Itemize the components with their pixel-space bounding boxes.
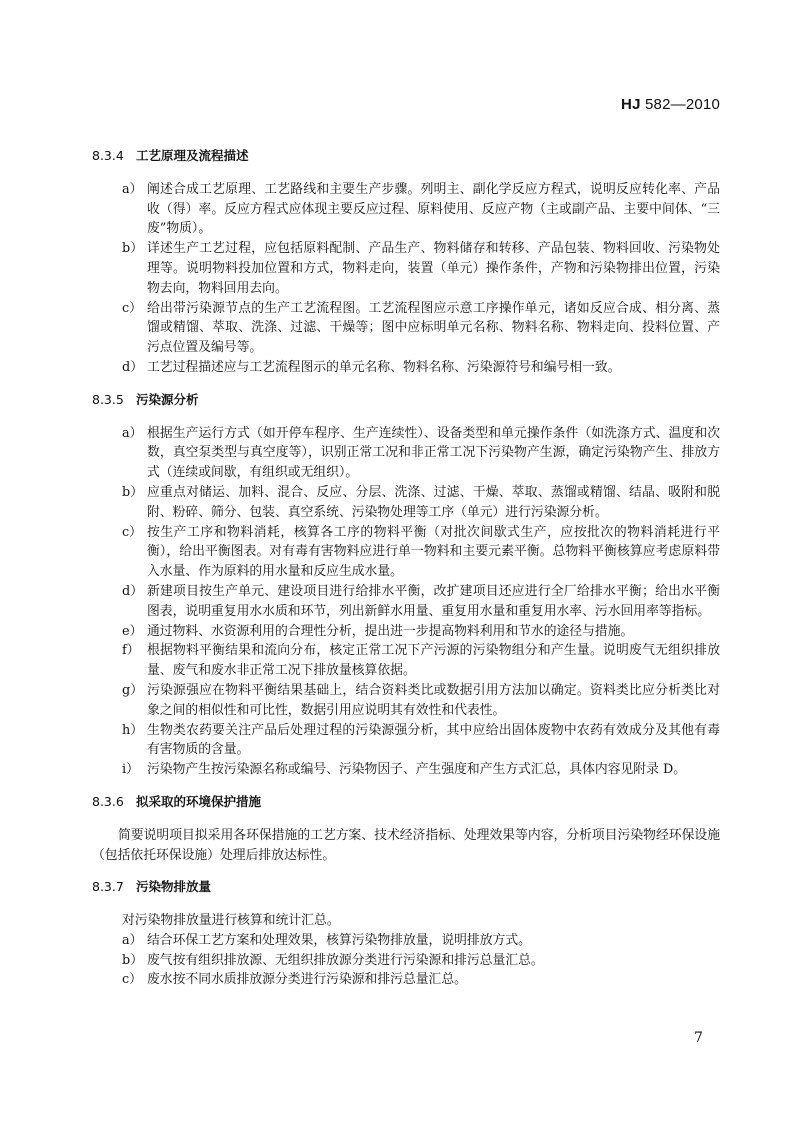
section-heading [92, 792, 720, 812]
list-item [92, 358, 720, 378]
list-item-text: 通过物料、水资源利用的合理性分析，提出进一步提高物料利用和节水的途径与措施。 [147, 623, 634, 639]
section-intro: 对污染物排放量进行核算和统计汇总。 [122, 913, 340, 929]
list-item-label: b） [122, 952, 143, 968]
list-item-label: a） [122, 425, 143, 441]
section-heading [92, 877, 720, 897]
section-title: 污染物排放量 [135, 879, 211, 895]
list-item-label: i） [122, 762, 139, 778]
list-item-text: 废水按不同水质排放源分类进行污染源和排污总量汇总。 [147, 972, 467, 988]
list-item-text: 详述生产工艺过程，应包括原料配制、产品生产、物料储存和转移、产品包装、物料回收、污染物处理等。说明物料投加位置和方式，物料走向，装置（单元）操作条件，产物和污染物排出位置，污染物去向，物料回用去向。 [147, 241, 720, 296]
list-item [92, 681, 720, 721]
list-item [92, 523, 720, 582]
section-list [92, 180, 720, 378]
list-item-label: f） [122, 643, 140, 659]
list-item-label: c） [122, 524, 142, 540]
page-number: 7 [694, 1030, 703, 1046]
list-item-text: 废气按有组织排放源、无组织排放源分类进行污染源和排污总量汇总。 [147, 952, 544, 968]
list-item-text: 根据生产运行方式（如开停车程序、生产连续性）、设备类型和单元操作条件（如洗涤方式、温度和次数，真空泵类型与真空度等），识别正常工况和非正常工况下污染物产生源，确定污染物产生、排放方式（连续或间歇，有组织或无组织）。 [147, 425, 720, 481]
section-list [92, 931, 720, 990]
list-item-text: 结合环保工艺方案和处理效果，核算污染物排放量，说明排放方式。 [147, 932, 531, 948]
section-paragraph: 简要说明项目拟采用各环保措施的工艺方案、技术经济指标、处理效果等内容，分析项目污染物经环保设施（包括依托环保设施）处理后排放达标性。 [92, 827, 720, 863]
list-item [92, 622, 720, 642]
list-item-label: b） [122, 241, 143, 257]
section-title: 拟采取的环境保护措施 [135, 793, 261, 809]
section-number: 8.3.6 [92, 793, 124, 809]
list-item-text: 根据物料平衡结果和流向分布，核定正常工况下产污源的污染物组分和产生量。说明废气无组织排放量、废气和废水非正常工况下排放量核算依据。 [147, 643, 720, 679]
list-item [92, 760, 720, 780]
section-title: 污染源分析 [135, 391, 199, 407]
list-item-label: b） [122, 484, 143, 500]
list-item [92, 239, 720, 298]
list-item [92, 483, 720, 523]
list-item-text: 污染源强应在物料平衡结果基础上，结合资料类比或数据引用方法加以确定。资料类比应分析类比对象之间的相似性和可比性，数据引用应说明其有效性和代表性。 [147, 682, 720, 718]
list-item [92, 424, 720, 483]
standard-number-header [621, 96, 720, 113]
list-item [92, 299, 720, 358]
document-body [92, 146, 720, 1002]
list-item-text: 新建项目按生产单元、建设项目进行给排水平衡，改扩建项目还应进行全厂给排水平衡；给出水平衡图表，说明重复用水水质和环节，列出新鲜水用量、重复用水量和重复用水率、污水回用率等指标。 [147, 583, 720, 619]
section-title: 工艺原理及流程描述 [135, 148, 249, 163]
list-item-label: d） [122, 583, 143, 599]
section-list [92, 424, 720, 780]
standard-number: 582—2010 [645, 96, 720, 113]
list-item-label: c） [122, 300, 142, 316]
list-item [92, 721, 720, 761]
section-number: 8.3.5 [92, 391, 124, 407]
list-item-label: e） [122, 623, 143, 639]
list-item-label: d） [122, 359, 143, 375]
list-item-label: h） [122, 722, 144, 738]
list-item-text: 给出带污染源节点的生产工艺流程图。工艺流程图应示意工序操作单元，诸如反应合成、相分离、蒸馏或精馏、萃取、洗涤、过滤、干燥等；图中应标明单元名称、物料名称、物料走向、投料位置、产污点位置及编号等。 [147, 300, 720, 356]
list-item-label: c） [122, 972, 142, 988]
list-item [92, 180, 720, 239]
list-item-text: 应重点对储运、加料、混合、反应、分层、洗涤、过滤、干燥、萃取、蒸馏或精馏、结晶、吸附和脱附、粉碎、筛分、包装、真空系统、污染物处理等工序（单元）进行污染源分析。 [147, 484, 720, 520]
list-item-text: 污染物产生按污染源名称或编号、污染物因子、产生强度和产生方式汇总，具体内容见附录 D。 [147, 762, 686, 778]
standard-prefix: HJ [621, 96, 641, 113]
list-item [92, 970, 720, 990]
section-heading [92, 146, 720, 166]
list-item-label: a） [122, 932, 143, 948]
list-item-label: a） [122, 181, 143, 197]
section-number: 8.3.4 [92, 148, 124, 163]
list-item [92, 641, 720, 681]
list-item-text: 生物类农药要关注产品后处理过程的污染源强分析，其中应给出固体废物中农药有效成分及其他有毒有害物质的含量。 [147, 722, 720, 758]
list-item [92, 931, 720, 951]
list-item [92, 951, 720, 971]
section-number: 8.3.7 [92, 879, 124, 895]
list-item-text: 按生产工序和物料消耗，核算各工序的物料平衡（对批次间歇式生产，应按批次的物料消耗进行平衡），给出平衡图表。对有毒有害物料应进行单一物料和主要元素平衡。总物料平衡核算应考虑原料带入水量、作为原料的用水量和反应生成水量。 [147, 524, 720, 580]
list-item [92, 582, 720, 622]
list-item-text: 阐述合成工艺原理、工艺路线和主要生产步骤。列明主、副化学反应方程式，说明反应转化率、产品收（得）率。反应方程式应体现主要反应过程、原料使用、反应产物（主或副产品、主要中间体、“三废”物质）。 [147, 181, 720, 237]
list-item-label: g） [122, 682, 143, 698]
section-heading [92, 390, 720, 410]
list-item-text: 工艺过程描述应与工艺流程图示的单元名称、物料名称、污染源符号和编号相一致。 [147, 359, 621, 375]
